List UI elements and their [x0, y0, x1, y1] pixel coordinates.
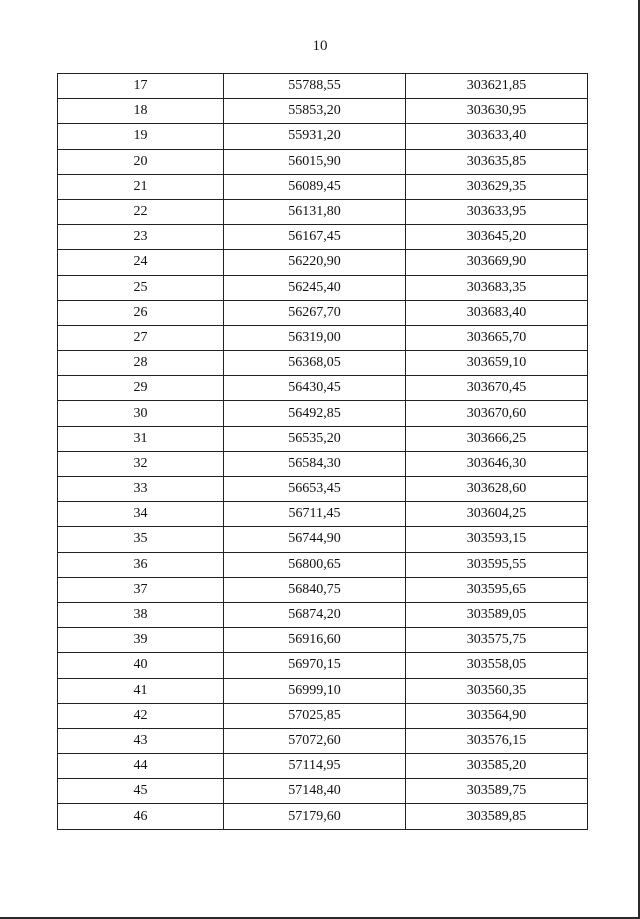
cell-point-number: 33 [58, 477, 224, 502]
cell-point-number: 45 [58, 779, 224, 804]
table-row [58, 149, 588, 174]
table-row [58, 225, 588, 250]
cell-y-coordinate: 303670,60 [406, 401, 588, 426]
cell-point-number: 20 [58, 149, 224, 174]
table-row [58, 199, 588, 224]
cell-point-number: 30 [58, 401, 224, 426]
cell-x-coordinate: 56089,45 [224, 174, 406, 199]
cell-point-number: 40 [58, 653, 224, 678]
cell-y-coordinate: 303558,05 [406, 653, 588, 678]
cell-point-number: 17 [58, 74, 224, 99]
cell-y-coordinate: 303589,75 [406, 779, 588, 804]
cell-point-number: 23 [58, 225, 224, 250]
cell-y-coordinate: 303683,40 [406, 300, 588, 325]
cell-point-number: 28 [58, 351, 224, 376]
cell-y-coordinate: 303646,30 [406, 451, 588, 476]
cell-x-coordinate: 57114,95 [224, 754, 406, 779]
cell-point-number: 24 [58, 250, 224, 275]
cell-y-coordinate: 303665,70 [406, 325, 588, 350]
cell-x-coordinate: 56584,30 [224, 451, 406, 476]
table-row [58, 577, 588, 602]
cell-x-coordinate: 55853,20 [224, 99, 406, 124]
cell-y-coordinate: 303595,55 [406, 552, 588, 577]
cell-point-number: 38 [58, 602, 224, 627]
cell-y-coordinate: 303576,15 [406, 728, 588, 753]
cell-point-number: 46 [58, 804, 224, 829]
cell-x-coordinate: 56368,05 [224, 351, 406, 376]
cell-x-coordinate: 56535,20 [224, 426, 406, 451]
table-row [58, 779, 588, 804]
cell-point-number: 42 [58, 703, 224, 728]
coordinates-table-body [58, 74, 588, 830]
table-row [58, 653, 588, 678]
cell-x-coordinate: 56840,75 [224, 577, 406, 602]
cell-point-number: 19 [58, 124, 224, 149]
table-row [58, 351, 588, 376]
cell-y-coordinate: 303645,20 [406, 225, 588, 250]
table-row [58, 628, 588, 653]
cell-y-coordinate: 303629,35 [406, 174, 588, 199]
table-row [58, 275, 588, 300]
table-row [58, 602, 588, 627]
table-row [58, 325, 588, 350]
table-row [58, 300, 588, 325]
cell-x-coordinate: 56015,90 [224, 149, 406, 174]
cell-x-coordinate: 56711,45 [224, 502, 406, 527]
cell-point-number: 27 [58, 325, 224, 350]
cell-x-coordinate: 56267,70 [224, 300, 406, 325]
cell-point-number: 31 [58, 426, 224, 451]
table-row [58, 477, 588, 502]
coordinates-table [57, 73, 588, 830]
cell-x-coordinate: 56430,45 [224, 376, 406, 401]
cell-x-coordinate: 56220,90 [224, 250, 406, 275]
cell-x-coordinate: 56999,10 [224, 678, 406, 703]
table-row [58, 124, 588, 149]
page-number: 10 [312, 38, 328, 54]
cell-x-coordinate: 56653,45 [224, 477, 406, 502]
table-row [58, 376, 588, 401]
cell-y-coordinate: 303683,35 [406, 275, 588, 300]
table-row [58, 678, 588, 703]
cell-y-coordinate: 303585,20 [406, 754, 588, 779]
cell-point-number: 32 [58, 451, 224, 476]
cell-x-coordinate: 57148,40 [224, 779, 406, 804]
cell-point-number: 43 [58, 728, 224, 753]
table-row [58, 99, 588, 124]
cell-x-coordinate: 56916,60 [224, 628, 406, 653]
cell-y-coordinate: 303628,60 [406, 477, 588, 502]
cell-y-coordinate: 303560,35 [406, 678, 588, 703]
cell-y-coordinate: 303659,10 [406, 351, 588, 376]
cell-x-coordinate: 57179,60 [224, 804, 406, 829]
cell-y-coordinate: 303670,45 [406, 376, 588, 401]
cell-y-coordinate: 303604,25 [406, 502, 588, 527]
cell-y-coordinate: 303595,65 [406, 577, 588, 602]
cell-point-number: 37 [58, 577, 224, 602]
table-row [58, 728, 588, 753]
cell-point-number: 36 [58, 552, 224, 577]
cell-point-number: 29 [58, 376, 224, 401]
cell-point-number: 39 [58, 628, 224, 653]
cell-x-coordinate: 56970,15 [224, 653, 406, 678]
cell-point-number: 41 [58, 678, 224, 703]
cell-point-number: 25 [58, 275, 224, 300]
table-row [58, 502, 588, 527]
cell-x-coordinate: 56245,40 [224, 275, 406, 300]
cell-x-coordinate: 55931,20 [224, 124, 406, 149]
cell-y-coordinate: 303633,95 [406, 199, 588, 224]
cell-y-coordinate: 303564,90 [406, 703, 588, 728]
table-row [58, 74, 588, 99]
table-row [58, 426, 588, 451]
cell-point-number: 21 [58, 174, 224, 199]
cell-point-number: 22 [58, 199, 224, 224]
table-row [58, 527, 588, 552]
cell-x-coordinate: 56167,45 [224, 225, 406, 250]
cell-y-coordinate: 303633,40 [406, 124, 588, 149]
cell-y-coordinate: 303589,85 [406, 804, 588, 829]
table-row [58, 703, 588, 728]
table-row [58, 552, 588, 577]
cell-point-number: 18 [58, 99, 224, 124]
cell-y-coordinate: 303635,85 [406, 149, 588, 174]
table-row [58, 451, 588, 476]
cell-y-coordinate: 303575,75 [406, 628, 588, 653]
cell-y-coordinate: 303593,15 [406, 527, 588, 552]
cell-y-coordinate: 303621,85 [406, 74, 588, 99]
table-row [58, 250, 588, 275]
cell-x-coordinate: 57072,60 [224, 728, 406, 753]
cell-y-coordinate: 303589,05 [406, 602, 588, 627]
cell-x-coordinate: 56800,65 [224, 552, 406, 577]
cell-point-number: 35 [58, 527, 224, 552]
cell-y-coordinate: 303666,25 [406, 426, 588, 451]
cell-x-coordinate: 56744,90 [224, 527, 406, 552]
table-row [58, 401, 588, 426]
cell-point-number: 44 [58, 754, 224, 779]
cell-x-coordinate: 56319,00 [224, 325, 406, 350]
cell-y-coordinate: 303630,95 [406, 99, 588, 124]
cell-x-coordinate: 55788,55 [224, 74, 406, 99]
cell-x-coordinate: 57025,85 [224, 703, 406, 728]
table-row [58, 754, 588, 779]
table-row [58, 804, 588, 829]
cell-point-number: 26 [58, 300, 224, 325]
cell-point-number: 34 [58, 502, 224, 527]
cell-x-coordinate: 56492,85 [224, 401, 406, 426]
cell-y-coordinate: 303669,90 [406, 250, 588, 275]
cell-x-coordinate: 56131,80 [224, 199, 406, 224]
table-row [58, 174, 588, 199]
cell-x-coordinate: 56874,20 [224, 602, 406, 627]
